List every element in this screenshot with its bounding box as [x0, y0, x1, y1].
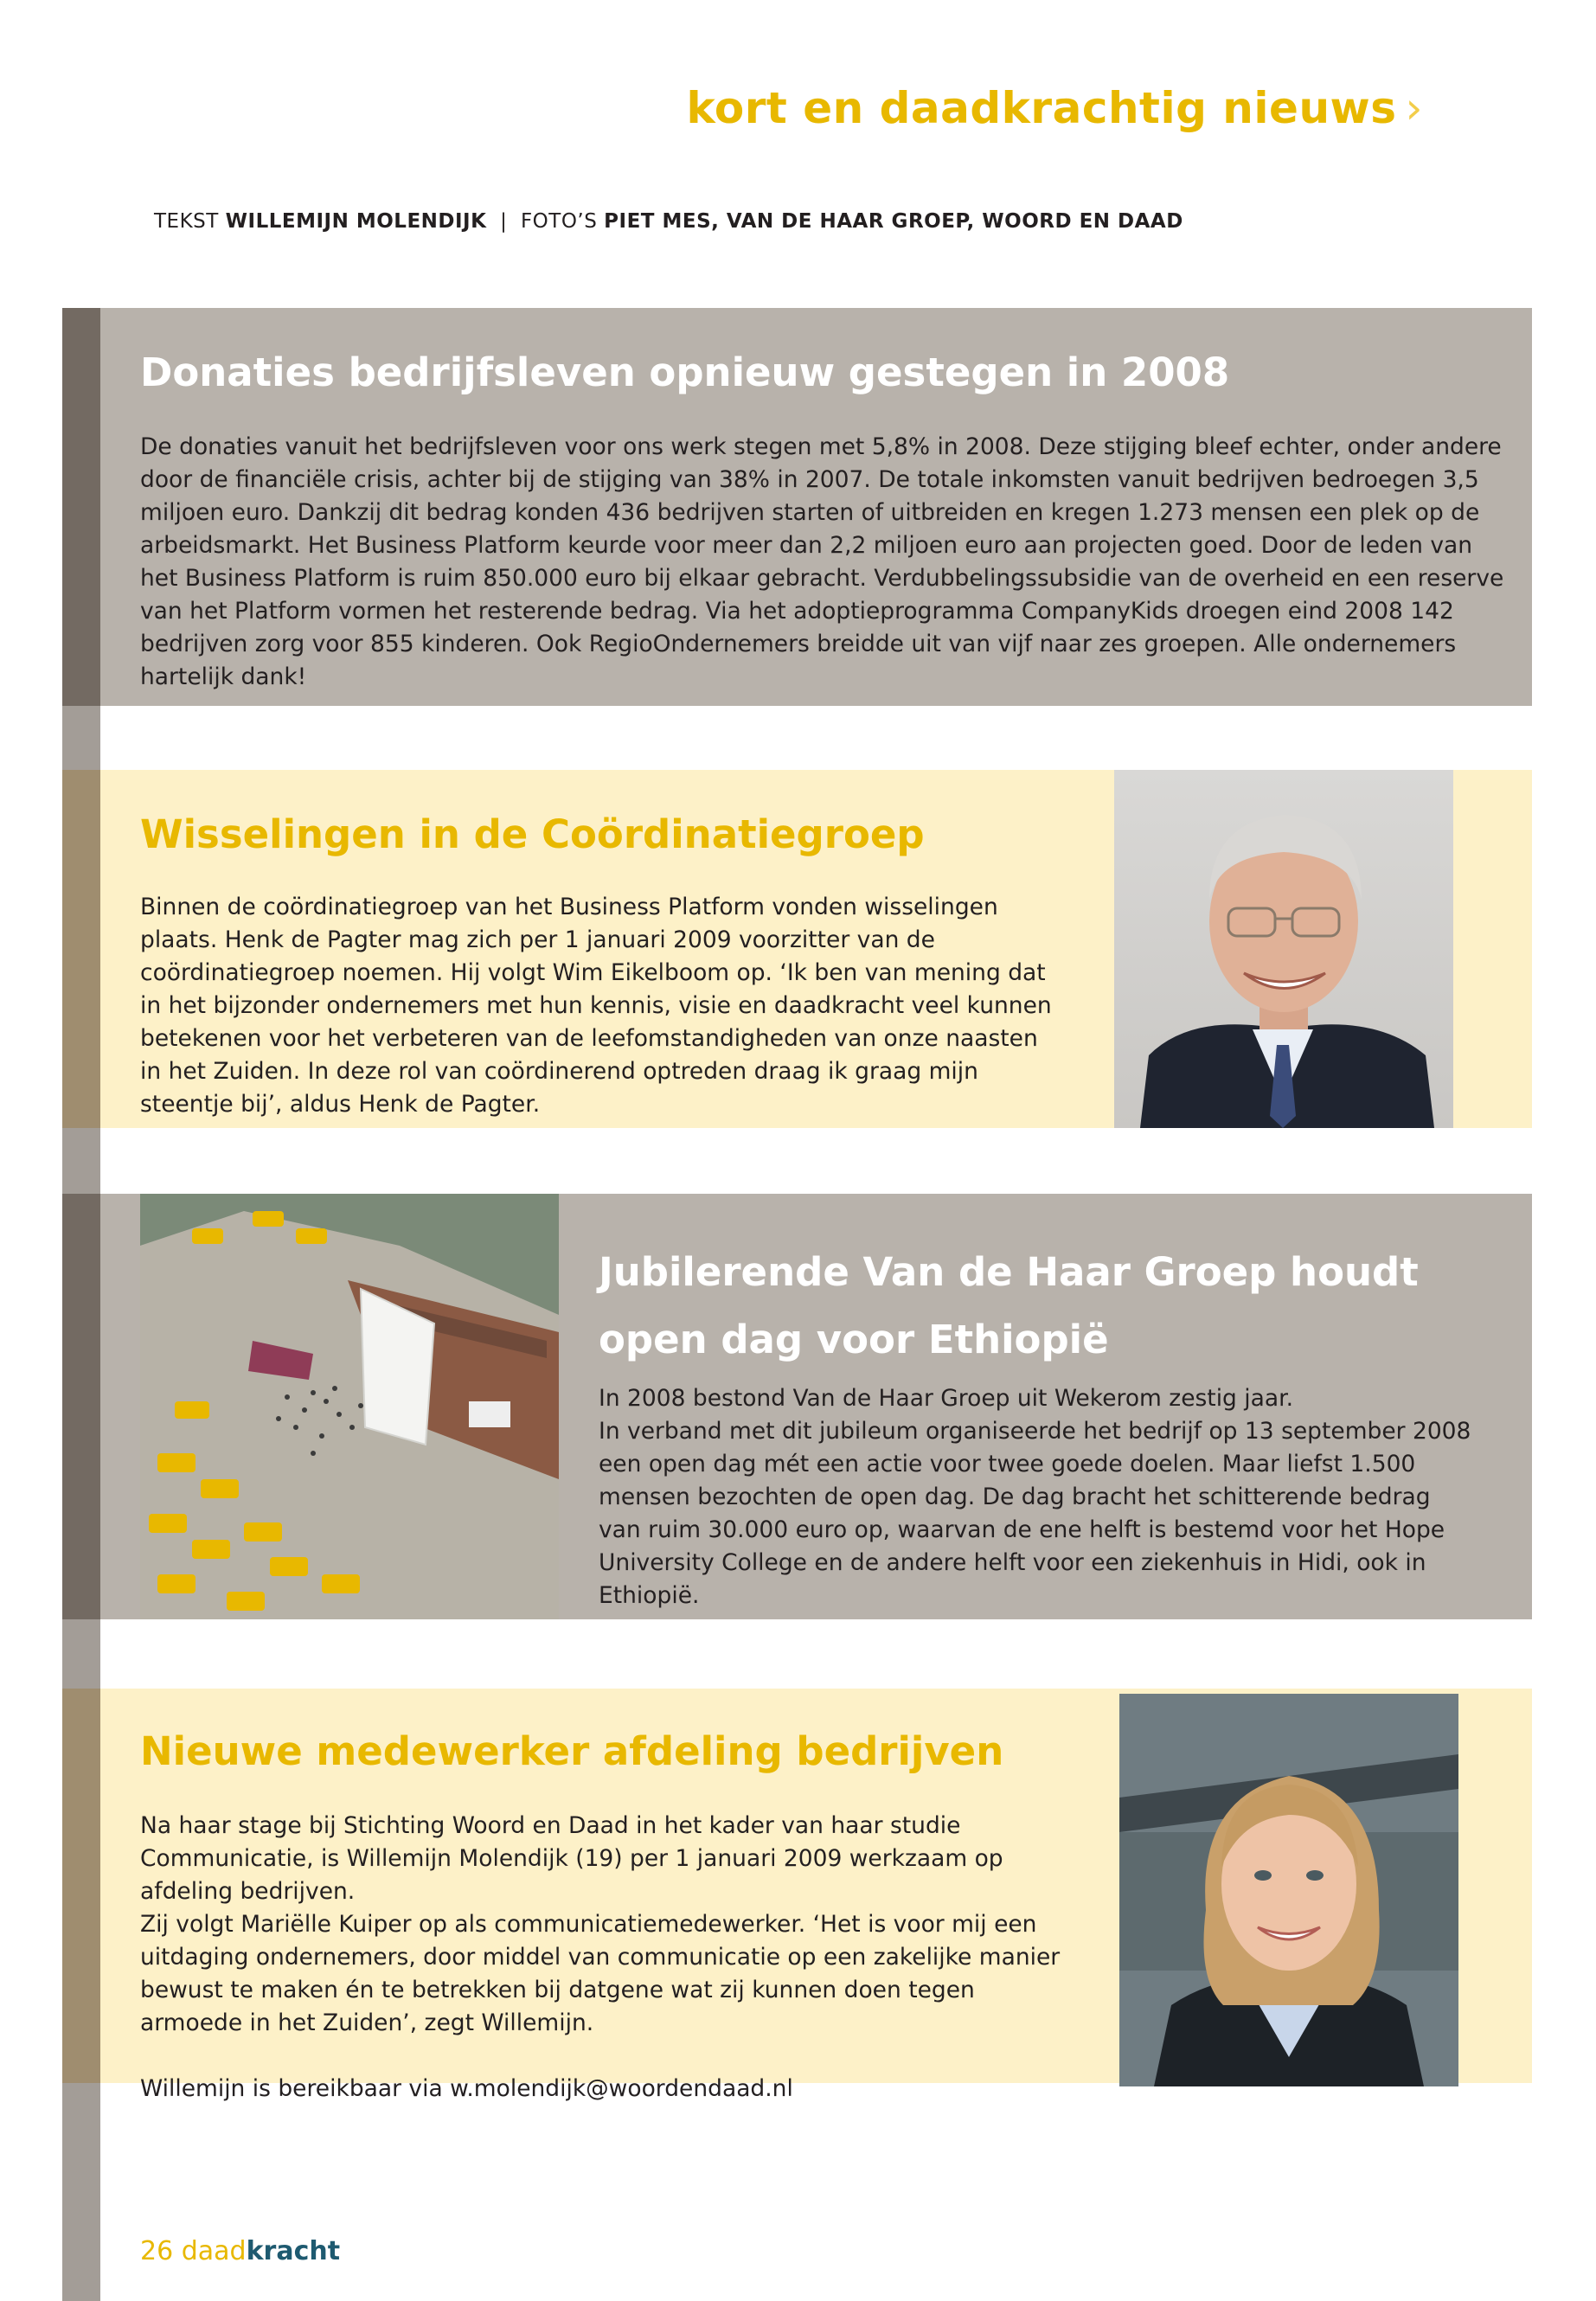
portrait-photo-henk-de-pagter	[1114, 770, 1453, 1128]
article-body	[140, 1810, 1083, 2106]
magazine-brand-part1: daad	[181, 2236, 247, 2266]
page-number: 26	[140, 2236, 174, 2266]
credits-photographers: PIET MES, VAN DE HAAR GROEP, WOORD EN DAAD	[604, 210, 1183, 233]
aerial-open-day-image	[140, 1194, 559, 1619]
aerial-photo-open-day	[140, 1194, 559, 1619]
stripe-segment	[62, 2083, 100, 2301]
credits-separator: |	[500, 210, 508, 233]
portrait-photo-willemijn-molendijk	[1119, 1694, 1458, 2086]
magazine-brand-part2: kracht	[246, 2236, 341, 2266]
article-paragraph: In 2008 bestond Van de Haar Groep uit Wekerom zestig jaar.	[599, 1385, 1294, 1412]
stripe-segment	[62, 1619, 100, 1689]
article-paragraph: Zij volgt Mariëlle Kuiper op als communicatiemedewerker. ‘Het is voor mij een uitdaging ondernemers, door middel van communicatie op een zakelijke manier bewust te maken én te betrekken bij datgene wat zij kunnen doen tegen armoede in het Zuiden’, zegt Willemijn.	[140, 1911, 1061, 2036]
article-paragraph: Na haar stage bij Stichting Woord en Daad in het kader van haar studie Communicatie, is Willemijn Molendijk (19) per 1 januari 2009 werkzaam op afdeling bedrijven.	[140, 1812, 1003, 1905]
article-title-line1: Jubilerende Van de Haar Groep houdt	[599, 1249, 1419, 1295]
article-body: Binnen de coördinatiegroep van het Business Platform vonden wisselingen plaats. Henk de Pagter mag zich per 1 januari 2009 voorzitter van de coördinatiegroep noemen. Hij volgt Wim Eikelboom op. ‘Ik ben van mening dat in het bijzonder ondernemers met hun kennis, visie en daadkracht veel kunnen betekenen voor het verbeteren van de leefomstandigheden van onze naasten in het Zuiden. In deze rol van coördinerend optreden draag ik graag mijn steentje bij’, aldus Henk de Pagter.	[140, 894, 1052, 1118]
article-title-line2: open dag voor Ethiopië	[599, 1317, 1109, 1362]
chevron-right-icon: ›	[1405, 83, 1423, 133]
article-title: Donaties bedrijfsleven opnieuw gestegen in 2008	[140, 349, 1230, 395]
credits-author: WILLEMIJN MOLENDIJK	[225, 210, 487, 233]
stripe-segment	[62, 1689, 100, 2083]
article-body: De donaties vanuit het bedrijfsleven voor ons werk stegen met 5,8% in 2008. Deze stijging bleef echter, onder andere door de financiële crisis, achter bij de stijging van 38% in 2007. De totale inkomsten vanuit bedrijven bedroegen 3,5 miljoen euro. Dankzij dit bedrag konden 436 bedrijven starten of uitbreiden en kregen 1.273 mensen een plek op de arbeidsmarkt. Het Business Platform keurde voor meer dan 2,2 miljoen euro aan projecten goed. Door de leden van het Business Platform is ruim 850.000 euro bij elkaar gebracht. Verdubbelingssubsidie van de overheid en een reserve van het Platform vormen het resterende bedrag. Via het adoptieprogramma CompanyKids droegen eind 2008 142 bedrijven zorg voor 855 kinderen. Ook RegioOndernemers breidde uit van vijf naar zes groepen. Alle ondernemers hartelijk dank!	[140, 433, 1504, 690]
stripe-segment	[62, 706, 100, 770]
article-body	[599, 1382, 1472, 1612]
stripe-segment	[62, 1194, 100, 1619]
article-donaties	[100, 308, 1532, 706]
section-title-text: kort en daadkrachtig nieuws	[686, 83, 1397, 133]
article-title: Wisselingen in de Coördinatiegroep	[140, 811, 925, 857]
page-footer	[140, 2236, 340, 2266]
stripe-segment	[62, 770, 100, 1128]
portrait-man-image	[1114, 770, 1453, 1128]
portrait-woman-image	[1119, 1694, 1458, 2086]
article-contact: Willemijn is bereikbaar via w.molendijk@woordendaad.nl	[140, 2075, 793, 2102]
article-title: Nieuwe medewerker afdeling bedrijven	[140, 1728, 1004, 1774]
credits-photo-label: FOTO’S	[520, 210, 598, 233]
credits-text-label: TEKST	[154, 210, 219, 233]
stripe-segment	[62, 308, 100, 706]
article-title	[599, 1239, 1419, 1374]
article-paragraph: In verband met dit jubileum organiseerde het bedrijf op 13 september 2008 een open dag mét een actie voor twee goede doelen. Maar liefst 1.500 mensen bezochten de open dag. De dag bracht het schitterende bedrag van ruim 30.000 euro op, waarvan de ene helft is bestemd voor het Hope University College en de andere helft voor een ziekenhuis in Hidi, ook in Ethiopië.	[599, 1418, 1471, 1609]
credits-line	[154, 210, 1183, 233]
stripe-segment	[62, 1128, 100, 1194]
section-title	[686, 83, 1423, 133]
